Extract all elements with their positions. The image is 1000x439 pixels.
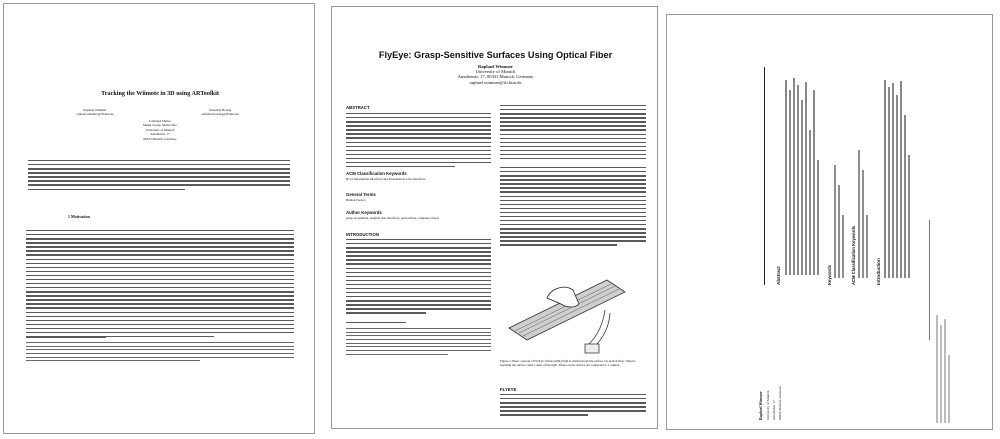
institution-line: 80333 Munich, Germany: [143, 136, 177, 141]
acm-text: H.5.2 Information Interfaces and Presentation: User Interfaces: [346, 177, 426, 181]
author-line: Amalienstr. 17: [772, 400, 776, 420]
copyright-notice: [935, 315, 953, 425]
author-block: [392, 64, 599, 85]
general-terms-text: Human Factors: [346, 198, 366, 202]
author-affiliation: University of Munich: [475, 69, 516, 75]
acm-heading: ACM Classification Keywords: [851, 225, 856, 285]
page-1: [3, 3, 315, 434]
body-text: [26, 230, 294, 340]
flyeye-text: [500, 394, 646, 418]
body-text: [500, 167, 646, 249]
acm-heading: ACM Classification Keywords: [346, 171, 407, 176]
abstract-heading: ABSTRACT: [346, 105, 370, 110]
institution-line: Johannes Mattes: [149, 119, 171, 123]
flyeye-heading: FLYEYE: [500, 387, 517, 392]
abstract-text: [784, 70, 824, 280]
page-3: [666, 14, 993, 430]
keywords-heading: Keywords: [827, 264, 832, 285]
author-address: Amalienstr. 17, 80333 Munich, Germany: [457, 74, 534, 80]
abstract-text: [28, 160, 290, 193]
intro-continued-text: [500, 105, 646, 162]
general-terms-heading: General Terms: [346, 192, 376, 197]
author-name: Raphael Wimmer: [478, 64, 513, 69]
author-keywords-text: grasp recognition, tangible user interfaces, optical fiber, computer vision: [346, 216, 439, 220]
optical-fibers: [589, 310, 610, 346]
institution-line: Amalienstr. 17: [150, 132, 170, 137]
author-email: raphael.wimmer@ifi.lmu.de: [76, 112, 114, 117]
section-heading: 1 Motivation: [68, 214, 90, 219]
copyright-rule: [929, 220, 930, 340]
introduction-heading: INTRODUCTION: [346, 232, 379, 237]
institution-block: [94, 119, 226, 141]
paper-title: FlyEye: Grasp-Sensitive Surfaces Using Optical Fiber: [378, 50, 613, 60]
paper-title: Tracking the Wiimote in 3D using ARToolkit: [101, 90, 219, 97]
author-line: 80333 Munich, Germany: [778, 385, 782, 420]
author-name: Raphael Wimmer: [759, 391, 763, 420]
abstract-heading: Abstract: [776, 266, 781, 285]
copyright-notice: [346, 328, 491, 358]
keywords-text: [833, 165, 845, 280]
fiber-concept-figure: [507, 258, 627, 358]
institution-line: Media Group, Media Info: [142, 123, 178, 128]
hand-outline: [547, 287, 579, 307]
camera-icon: [585, 344, 599, 353]
author-email: sebastian.boring@ifi.lmu.de: [201, 112, 239, 117]
footnote-rule: [346, 322, 406, 323]
author-2: [165, 108, 275, 116]
author-1: [40, 108, 150, 116]
author-keywords-heading: Author Keywords: [346, 210, 382, 215]
column-rule: [764, 67, 765, 285]
introduction-text: [883, 75, 913, 280]
footnote-rule: [26, 337, 106, 338]
author-name: Sebastian Boring: [208, 108, 232, 112]
author-name: Raphael Wimmer: [83, 108, 107, 112]
figure-caption: Figure 1: Basic concept of FlyEye. Infrared (IR) light is emitted from the surface via optical fiber. Objects touching the surface reflect some of the light. Fibers on the surface are connected to a camera.: [500, 359, 636, 367]
institution-line: University of Munich: [145, 127, 175, 132]
introduction-heading: Introduction: [876, 258, 881, 285]
author-email: raphael.wimmer@ifi.lmu.de: [469, 79, 522, 85]
introduction-text: [346, 239, 491, 316]
page-2: [331, 6, 658, 429]
footnote-text: [26, 342, 294, 364]
abstract-text: [346, 113, 491, 170]
author-line: University of Munich: [766, 390, 770, 420]
acm-text: [857, 145, 869, 280]
